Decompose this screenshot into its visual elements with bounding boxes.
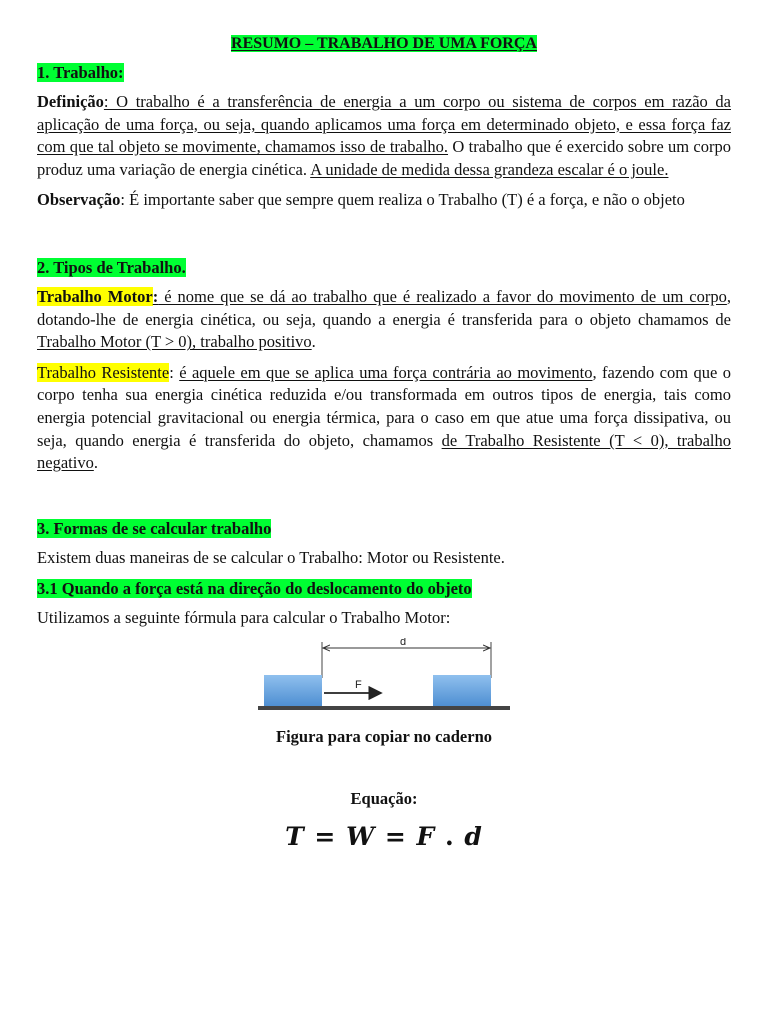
equation-label: Equação: <box>350 788 418 808</box>
definicao-underlined: : O trabalho é a transferência de energia a um corpo ou sistema de corpos em razão da aplicação de uma força, ou seja, quando aplicamos uma força em determinado objeto, e essa força faz com que tal objeto se movimente, chamamos isso de trabalho. <box>37 92 731 157</box>
document-title <box>37 33 731 55</box>
definicao-paragraph <box>37 91 731 181</box>
formula-intro: Utilizamos a seguinte fórmula para calcular o Trabalho Motor: <box>37 608 451 628</box>
eq-d: d <box>464 821 483 851</box>
motor-plain: , dotando-lhe de energia cinética, ou seja, quando a energia é transferida para o objeto chamamos de <box>37 286 731 329</box>
resistente-colon: : <box>169 362 180 382</box>
document-page <box>37 33 731 851</box>
motor-paragraph <box>37 286 731 354</box>
ground-line <box>258 706 510 710</box>
eq-t: T <box>285 821 305 851</box>
resistente-underlined: é aquele em que se aplica uma força contrária ao movimento <box>179 362 593 382</box>
eq-f: F <box>416 821 436 851</box>
section3-heading-text: 3. Formas de se calcular trabalho <box>37 518 272 538</box>
motor-colon: : <box>152 286 159 306</box>
label-d: d <box>400 637 407 648</box>
resistente-label: Trabalho Resistente <box>37 362 170 382</box>
definicao-plain: O trabalho que é exercido sobre um corpo produz uma variação de energia cinética. <box>37 137 731 179</box>
equation <box>37 822 731 851</box>
motor-underlined2: Trabalho Motor (T > 0), trabalho positivo <box>37 332 312 352</box>
section1-heading-text: 1. Trabalho: <box>37 63 124 82</box>
section3-heading <box>37 517 731 541</box>
observacao-label: Observação <box>37 190 121 210</box>
work-diagram <box>0 638 768 724</box>
eq-equals-2: = <box>375 821 417 851</box>
definicao-label: Definição <box>37 92 104 111</box>
figure-caption: Figura para copiar no caderno <box>275 726 493 746</box>
work-diagram-svg <box>0 638 768 724</box>
resistente-end: . <box>93 453 98 473</box>
block-end <box>433 675 491 706</box>
section2-heading <box>37 256 731 280</box>
section3-1-heading-text: 3.1 Quando a força está na direção do deslocamento do objeto <box>37 579 472 599</box>
resistente-underlined2: de Trabalho Resistente (T < 0), trabalho negativo <box>37 430 731 473</box>
motor-label: Trabalho Motor <box>37 286 153 306</box>
section2-heading-text: 2. Tipos de Trabalho. <box>37 257 186 277</box>
motor-underlined: é nome que se dá ao trabalho que é realizado a favor do movimento de um corpo <box>158 286 727 306</box>
observacao-text: : É importante saber que sempre quem realiza o Trabalho (T) é a força, e não o objeto <box>120 190 685 210</box>
section1-heading <box>37 61 731 85</box>
section3-1-heading <box>37 577 731 601</box>
resistente-plain: , fazendo com que o corpo tenha sua energia cinética reduzida e/ou transformada em outros tipos de energia, tais como energia potencial gravitacional ou energia térmica, para o caso em que atue uma força dissipativa, ou seja, quando energia é transferida do objeto, chamamos <box>37 362 731 450</box>
title-text: RESUMO – TRABALHO DE UMA FORÇA <box>231 35 537 52</box>
label-f: F <box>355 678 362 691</box>
definicao-underlined2: A unidade de medida dessa grandeza escalar é o joule. <box>310 159 669 179</box>
eq-w: W <box>346 821 376 851</box>
resistente-paragraph <box>37 362 731 475</box>
eq-dot: . <box>435 821 465 851</box>
motor-end: . <box>311 332 316 352</box>
section3-intro: Existem duas maneiras de se calcular o Trabalho: Motor ou Resistente. <box>37 547 505 567</box>
observacao-paragraph <box>37 189 731 212</box>
block-start <box>264 675 322 706</box>
eq-equals-1: = <box>304 821 347 851</box>
